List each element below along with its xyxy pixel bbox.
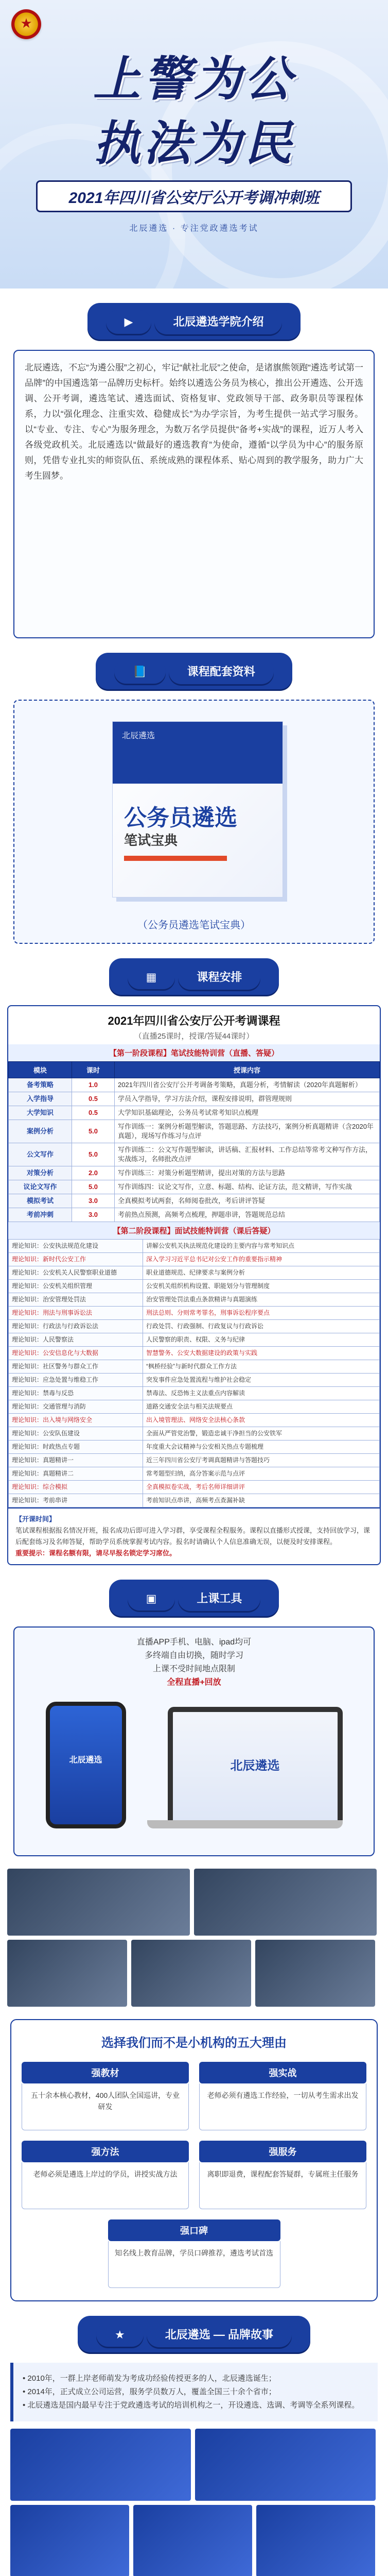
module-cell: 对策分析 bbox=[9, 1166, 72, 1180]
table-row bbox=[9, 1333, 380, 1347]
module-cell: 考前冲刺 bbox=[9, 1208, 72, 1222]
stage-content-cell: 出入境管理法、网络安全法核心条款 bbox=[143, 1414, 380, 1427]
stage-label-cell: 理论知识：考前串讲 bbox=[9, 1494, 143, 1507]
table-row bbox=[9, 1253, 380, 1266]
classroom-photo bbox=[7, 1869, 190, 1936]
stage-label-cell: 理论知识：社区警务与群众工作 bbox=[9, 1360, 143, 1374]
stage-content-cell: 刑法总则、分则常考罪名，刑事诉讼程序要点 bbox=[143, 1307, 380, 1320]
module-cell: 入学指导 bbox=[9, 1092, 72, 1106]
stage-content-cell: 行政处罚、行政强制、行政复议与行政诉讼 bbox=[143, 1320, 380, 1333]
reason-head: 强实战 bbox=[199, 2062, 366, 2083]
stage-label-cell: 理论知识：人民警察法 bbox=[9, 1333, 143, 1347]
table-row bbox=[9, 1347, 380, 1360]
table-row bbox=[9, 1280, 380, 1293]
tools-line3: 上课不受时间地点限制 bbox=[152, 1665, 235, 1673]
module-cell: 备考策略 bbox=[9, 1078, 72, 1092]
stage-content-cell: 全真模拟卷实战，考后名师详细讲评 bbox=[143, 1481, 380, 1494]
reason-card bbox=[199, 2141, 366, 2209]
schedule-panel bbox=[7, 1005, 381, 1565]
table-row bbox=[9, 1440, 380, 1454]
module-cell: 案例分析 bbox=[9, 1120, 72, 1143]
brand-story-item: • 2014年，正式成立公司运营，服务学员数万人，覆盖全国三十余个省市； bbox=[23, 2387, 276, 2396]
hero-banner bbox=[0, 0, 388, 289]
stage-table-body bbox=[9, 1240, 380, 1507]
intro-text: 北辰遴选，不忘“为遴公服”之初心，牢记“献社北辰”之使命，是诸旗熊领跑“遴选考试第一品牌”的中国遴选第一品牌历史标杆。始终以遴选公务员为核心，推出公开遴选、公开选调、公开考调，遴选笔试、遴选面试、资格复审、党政领导干部、政务职员等课程体系，力以“强化理念、注重实效、稳健成长”为办学宗旨，为考生提供一站式学习服务。以“专业、专注、专心”为服务理念，为数万名学员提供“备考+实战”的课程，近万人考入各级党政机关。北辰遴选以“做最好的遴选教育”为使命，遵循“以学员为中心”的服务原则，凭借专业扎实的师资队伍、系统成熟的课程体系、贴心周到的教学服务，助力广大考生圆梦。 bbox=[13, 350, 375, 638]
stage-label-cell: 理论知识：真题精讲一 bbox=[9, 1454, 143, 1467]
device-illustrations bbox=[25, 1702, 363, 1828]
reason-body: 老师必须是遴选上岸过的学员，讲授实战方法 bbox=[22, 2162, 189, 2209]
phone-screen-label: 北辰遴选 bbox=[69, 1756, 102, 1765]
brand-story-item: • 北辰遴选是国内最早专注于党政遴选考试的培训机构之一，开设遴选、选调、考调等全系列课程。 bbox=[23, 2401, 360, 2410]
table-row bbox=[9, 1078, 380, 1092]
calendar-icon: ▦ bbox=[128, 965, 175, 989]
stage-content-cell: “枫桥经验”与新时代群众工作方法 bbox=[143, 1360, 380, 1374]
schedule-footer bbox=[8, 1507, 380, 1564]
stage-label-cell: 理论知识：禁毒与反恐 bbox=[9, 1387, 143, 1400]
course-materials bbox=[13, 700, 375, 944]
table-row bbox=[9, 1454, 380, 1467]
module-cell: 议论文写作 bbox=[9, 1180, 72, 1194]
classroom-photos bbox=[0, 1869, 388, 2007]
book-subtitle: 笔试宝典 bbox=[124, 833, 178, 848]
brand-story bbox=[10, 2363, 378, 2421]
table-row bbox=[9, 1166, 380, 1180]
table-row bbox=[9, 1494, 380, 1507]
stage-label-cell: 理论知识：应急处置与维稳工作 bbox=[9, 1374, 143, 1387]
content-cell: 写作训练二：公文写作题型解读，讲话稿、汇报材料、工作总结等常考文种写作方法，实战练习，名师批改点评 bbox=[115, 1143, 380, 1166]
police-emblem-icon: ★ bbox=[11, 9, 41, 39]
flag-icon: ▶ bbox=[106, 310, 152, 334]
table-row bbox=[9, 1194, 380, 1208]
classroom-photo bbox=[7, 1940, 127, 2007]
brand-photo bbox=[256, 2505, 375, 2576]
schedule-stage1-note: 【第一阶段课程】笔试技能特训营（直播、答疑） bbox=[8, 1044, 380, 1061]
stage-content-cell: 禁毒法、反恐怖主义法重点内容解读 bbox=[143, 1387, 380, 1400]
stage-label-cell: 理论知识：刑法与刑事诉讼法 bbox=[9, 1307, 143, 1320]
stage-content-cell: 治安管理处罚法重点条款精讲与真题演练 bbox=[143, 1293, 380, 1307]
stage-content-cell: 人民警察的职责、权限、义务与纪律 bbox=[143, 1333, 380, 1347]
stage-label-cell: 理论知识：出入境与网络安全 bbox=[9, 1414, 143, 1427]
stage-content-cell: 深入学习习近平总书记对公安工作的重要指示精神 bbox=[143, 1253, 380, 1266]
brand-header-label: 北辰遴选 — 品牌故事 bbox=[147, 2321, 292, 2347]
module-cell: 大学知识 bbox=[9, 1106, 72, 1120]
content-cell: 全真模拟考试两套，名师阅卷批改，考后讲评答疑 bbox=[115, 1194, 380, 1208]
stage-content-cell: 常考题型归纳，高分答案示范与点评 bbox=[143, 1467, 380, 1481]
hours-cell: 1.0 bbox=[72, 1078, 115, 1092]
content-cell: 写作训练三：对策分析题型精讲，提出对策的方法与思路 bbox=[115, 1166, 380, 1180]
tools-text bbox=[25, 1636, 363, 1689]
content-cell: 写作训练四：议论文写作，立意、标题、结构、论证方法，范文精讲，写作实战 bbox=[115, 1180, 380, 1194]
brand-story-item: • 2010年，一群上岸老师萌发为考成功经验传授更多的人，北辰遴选诞生； bbox=[23, 2374, 276, 2383]
table-row bbox=[9, 1320, 380, 1333]
reasons-title: 选择我们而不是小机构的五大理由 bbox=[101, 2036, 287, 2050]
stage-label-cell: 理论知识：行政法与行政诉讼法 bbox=[9, 1320, 143, 1333]
stage-table bbox=[8, 1239, 380, 1507]
brand-story-text: 2010年，一群上岸老师萌发为考成功经验传授更多的人，北辰遴选诞生； bbox=[27, 2374, 276, 2383]
stage-label-cell: 理论知识：公安机关人民警察职业道德 bbox=[9, 1266, 143, 1280]
table-row bbox=[9, 1360, 380, 1374]
brand-photo bbox=[133, 2505, 252, 2576]
laptop-screen bbox=[168, 1707, 343, 1820]
tools-line1: 直播APP手机、电脑、ipad均可 bbox=[136, 1638, 252, 1647]
table-row bbox=[9, 1208, 380, 1222]
course-header-label: 课程配套资料 bbox=[169, 658, 274, 684]
section-header-course bbox=[0, 653, 388, 689]
tools-panel bbox=[13, 1626, 375, 1856]
reason-body: 老师必须有遴选工作经验，一切从考生需求出发 bbox=[199, 2083, 366, 2130]
brand-story-text: 2014年，正式成立公司运营，服务学员数万人，覆盖全国三十余个省市； bbox=[27, 2387, 276, 2396]
book-brand: 北辰遴选 bbox=[122, 732, 155, 740]
hours-cell: 5.0 bbox=[72, 1120, 115, 1143]
content-cell: 大学知识基础理论，公务员考试常考知识点梳理 bbox=[115, 1106, 380, 1120]
schedule-title: 2021年四川省公安厅公开考调课程 bbox=[108, 1014, 280, 1027]
hours-cell: 5.0 bbox=[72, 1180, 115, 1194]
book-icon: 📘 bbox=[114, 660, 165, 684]
hero-title-line2: 执法为民 bbox=[93, 115, 295, 171]
stage-content-cell: 全面从严管党治警，锻造忠诚干净担当的公安铁军 bbox=[143, 1427, 380, 1440]
table-row bbox=[9, 1180, 380, 1194]
table-row bbox=[9, 1120, 380, 1143]
intro-header-label: 北辰遴选学院介绍 bbox=[154, 308, 282, 334]
stage-content-cell: 年度重大会议精神与公安相关热点专题梳理 bbox=[143, 1440, 380, 1454]
laptop-base bbox=[147, 1820, 343, 1828]
schedule-header-label: 课程安排 bbox=[178, 963, 260, 990]
star-icon: ★ bbox=[96, 2323, 144, 2347]
reason-head: 强口碑 bbox=[108, 2219, 280, 2241]
tools-line2: 多终端自由切换，随时学习 bbox=[144, 1651, 243, 1660]
stage-content-cell: 职业道德规范、纪律要求与案例分析 bbox=[143, 1266, 380, 1280]
schedule-table-body bbox=[9, 1078, 380, 1222]
hours-cell: 5.0 bbox=[72, 1143, 115, 1166]
book-caption: （公务员遴选笔试宝典） bbox=[137, 920, 251, 931]
classroom-photo bbox=[194, 1869, 377, 1936]
hero-subtitle: 北辰遴选 · 专注党政遴选考试 bbox=[129, 224, 259, 233]
hours-cell: 0.5 bbox=[72, 1106, 115, 1120]
reason-head: 强方法 bbox=[22, 2141, 189, 2162]
schedule-foot-emphasis: 重要提示：课程名额有限，请尽早报名锁定学习席位。 bbox=[15, 1549, 177, 1557]
reason-body: 知名线上教育品牌，学员口碑推荐，遴选考试首选 bbox=[108, 2241, 280, 2288]
hours-cell: 3.0 bbox=[72, 1208, 115, 1222]
hero-ribbon: 2021年四川省公安厅公开考调冲刺班 bbox=[36, 180, 352, 212]
stage-label-cell: 理论知识：公安队伍建设 bbox=[9, 1427, 143, 1440]
column-header: 授课内容 bbox=[115, 1062, 380, 1078]
table-row bbox=[9, 1467, 380, 1481]
book-cover bbox=[112, 721, 283, 897]
reason-card bbox=[199, 2062, 366, 2130]
reason-card bbox=[108, 2219, 280, 2288]
table-row bbox=[9, 1092, 380, 1106]
laptop-screen-label: 北辰遴选 bbox=[230, 1759, 280, 1773]
stage-label-cell: 理论知识：公安信息化与大数据 bbox=[9, 1347, 143, 1360]
table-row bbox=[9, 1387, 380, 1400]
section-header-tools bbox=[0, 1580, 388, 1616]
column-header: 模块 bbox=[9, 1062, 72, 1078]
content-cell: 学员入学指导，学习方法介绍，课程安排说明，群管理规则 bbox=[115, 1092, 380, 1106]
module-cell: 公文写作 bbox=[9, 1143, 72, 1166]
tools-header-label: 上课工具 bbox=[178, 1585, 260, 1611]
stage-content-cell: 突发事件应急处置流程与维护社会稳定 bbox=[143, 1374, 380, 1387]
hours-cell: 0.5 bbox=[72, 1092, 115, 1106]
brand-photo bbox=[10, 2505, 129, 2576]
stage-label-cell: 理论知识：新时代公安工作 bbox=[9, 1253, 143, 1266]
reasons-grid bbox=[22, 2062, 366, 2288]
stage-content-cell: 公安机关组织机构设置、职能划分与管理制度 bbox=[143, 1280, 380, 1293]
stage-label-cell: 理论知识：综合模拟 bbox=[9, 1481, 143, 1494]
tools-highlight: 全程直播+回放 bbox=[167, 1678, 221, 1687]
reasons-panel bbox=[10, 2019, 378, 2301]
stage-label-cell: 理论知识：公安机关组织管理 bbox=[9, 1280, 143, 1293]
stage-label-cell: 理论知识：公安执法规范化建设 bbox=[9, 1240, 143, 1253]
stage-label-cell: 理论知识：治安管理处罚法 bbox=[9, 1293, 143, 1307]
laptop-illustration bbox=[168, 1707, 343, 1828]
section-header-brand bbox=[0, 2316, 388, 2352]
reason-head: 强服务 bbox=[199, 2141, 366, 2162]
classroom-photo bbox=[131, 1940, 251, 2007]
table-row bbox=[9, 1427, 380, 1440]
schedule-meta: （直播25课时，授课/答疑44课时） bbox=[134, 1032, 254, 1041]
reason-body: 离职即退费，课程配套答疑群，专属班主任服务 bbox=[199, 2162, 366, 2209]
reason-card bbox=[22, 2062, 189, 2130]
schedule-foot-text: 笔试课程根据报名情况开班，报名成功后即可进入学习群，享受课程全程服务。课程以直播形式授课，支持回放学习，课后配套练习及名师答疑，帮助学员系统掌握考试内容。报名时请确认个人信息准确无误，以便及时安排课程。 bbox=[15, 1527, 371, 1546]
table-row bbox=[9, 1414, 380, 1427]
book-accent-bar bbox=[124, 856, 227, 861]
brand-photo bbox=[10, 2429, 191, 2501]
laptop-icon: ▣ bbox=[128, 1587, 175, 1611]
table-row bbox=[9, 1143, 380, 1166]
stage-label-cell: 理论知识：真题精讲二 bbox=[9, 1467, 143, 1481]
brand-photo bbox=[195, 2429, 376, 2501]
content-cell: 写作训练一：案例分析题型解读，答题思路、方法技巧，案例分析真题精讲（含2020年真题），现场写作练习与点评 bbox=[115, 1120, 380, 1143]
brand-story-text: 北辰遴选是国内最早专注于党政遴选考试的培训机构之一，开设遴选、选调、考调等全系列课程。 bbox=[27, 2401, 360, 2410]
section-header-schedule bbox=[0, 958, 388, 995]
reason-body: 五十余本核心教材，400人团队全国巡讲，专业研发 bbox=[22, 2083, 189, 2130]
section-header-intro bbox=[0, 303, 388, 340]
table-row bbox=[9, 1307, 380, 1320]
stage-content-cell: 讲解公安机关执法规范化建设的主要内容与常考知识点 bbox=[143, 1240, 380, 1253]
table-row bbox=[9, 1400, 380, 1414]
column-header: 课时 bbox=[72, 1062, 115, 1078]
stage-label-cell: 理论知识：交通管理与消防 bbox=[9, 1400, 143, 1414]
brand-photos bbox=[0, 2421, 388, 2576]
stage-content-cell: 道路交通安全法与相关法规要点 bbox=[143, 1400, 380, 1414]
hours-cell: 3.0 bbox=[72, 1194, 115, 1208]
module-cell: 模拟考试 bbox=[9, 1194, 72, 1208]
stage-content-cell: 智慧警务、公安大数据建设的政策与实践 bbox=[143, 1347, 380, 1360]
table-row bbox=[9, 1293, 380, 1307]
book-title: 公务员遴选 bbox=[124, 805, 237, 831]
table-row bbox=[9, 1481, 380, 1494]
schedule-stage2-note: 【第二阶段课程】面试技能特训营（课后答疑） bbox=[8, 1222, 380, 1239]
table-row bbox=[9, 1374, 380, 1387]
schedule-table bbox=[8, 1061, 380, 1222]
table-row bbox=[9, 1266, 380, 1280]
hours-cell: 2.0 bbox=[72, 1166, 115, 1180]
schedule-foot-title: 【开课时间】 bbox=[15, 1515, 56, 1523]
table-row bbox=[9, 1106, 380, 1120]
phone-illustration bbox=[46, 1702, 126, 1828]
hero-title-line1: 上警为公 bbox=[93, 51, 295, 107]
stage-content-cell: 近三年四川省公安厅考调真题精讲与答题技巧 bbox=[143, 1454, 380, 1467]
table-row bbox=[9, 1240, 380, 1253]
stage-label-cell: 理论知识：时政热点专题 bbox=[9, 1440, 143, 1454]
reason-head: 强教材 bbox=[22, 2062, 189, 2083]
reason-card bbox=[22, 2141, 189, 2209]
content-cell: 考前热点预测，高频考点梳理，押题串讲，答题规范总结 bbox=[115, 1208, 380, 1222]
stage-content-cell: 考前知识点串讲，高频考点查漏补缺 bbox=[143, 1494, 380, 1507]
content-cell: 2021年四川省公安厅公开考调备考策略，真题分析，考情解读（2020年真题解析） bbox=[115, 1078, 380, 1092]
classroom-photo bbox=[255, 1940, 375, 2007]
